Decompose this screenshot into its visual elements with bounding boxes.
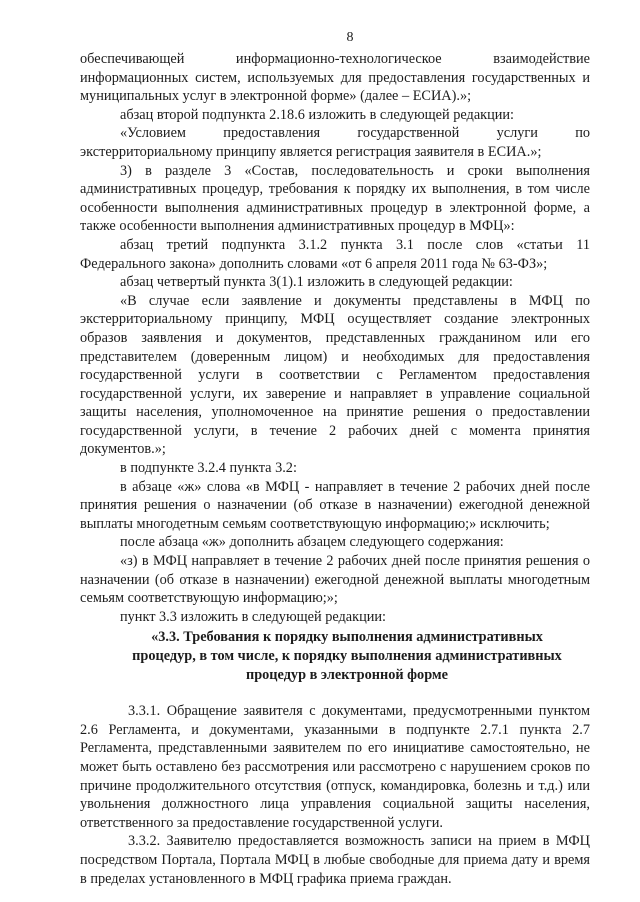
paragraph: 3.3.2. Заявителю предоставляется возможность записи на прием в МФЦ посредством Портала, Портала МФЦ в любые свободные для приема дату и время в пределах установленного в МФЦ графика приема граждан. — [80, 833, 590, 887]
paragraph: обеспечивающей информационно-технологическое взаимодействие информационных систем, используемых для предоставления государственных и муниципальных услуг в электронной форме» (далее – ЕСИА).»; — [80, 51, 590, 105]
page-number: 8 — [346, 30, 354, 45]
paragraph: абзац четвертый пункта 3(1).1 изложить в следующей редакции: — [120, 274, 513, 291]
paragraph: в абзаце «ж» слова «в МФЦ - направляет в течение 2 рабочих дней после принятия решения о назначении (об отказе в назначении) ежегодной денежной выплаты многодетным семьям соответствующую информацию;» исключить; — [80, 478, 590, 532]
paragraph: абзац третий подпункта 3.1.2 пункта 3.1 после слов «статьи 11 Федерального закона» дополнить словами «от 6 апреля 2011 года № 63-ФЗ»; — [80, 236, 590, 272]
paragraph: в подпункте 3.2.4 пункта 3.2: — [120, 460, 297, 477]
paragraph: «Условием предоставления государственной услуги по экстерриториальному принципу является регистрация заявителя в ЕСИА.»; — [80, 125, 590, 160]
paragraph: 3.3.1. Обращение заявителя с документами, предусмотренными пунктом 2.6 Регламента, и документами, указанными в подпункте 2.7.1 пункта 2.7 Регламента, представленными заявителем по его инициативе самостоятельно, не может быть оставлено без рассмотрения или рассмотрено с нарушением сроков по причине продолжительного отсутствия (отпуск, командировка, болезнь и т.д.) или увольнения должностного лица управления социальной защиты населения, ответственного за предоставление государственной услуги. — [80, 703, 590, 831]
heading-line: «3.3. Требования к порядку выполнения административных — [151, 629, 543, 646]
paragraph: после абзаца «ж» дополнить абзацем следующего содержания: — [120, 534, 504, 551]
heading-line: процедур в электронной форме — [245, 666, 449, 683]
paragraph: «з) в МФЦ направляет в течение 2 рабочих дней после принятия решения о назначении (об отказе в назначении) ежегодной денежной выплаты многодетным семьям соответствующую информацию;»; — [80, 553, 590, 607]
paragraph: пункт 3.3 изложить в следующей редакции: — [120, 608, 387, 625]
heading-line: процедур, в том числе, к порядку выполнения административных — [132, 648, 562, 664]
document-body — [80, 50, 590, 888]
paragraph: 3) в разделе 3 «Состав, последовательность и сроки выполнения административных процедур, требования к порядку их выполнения, в том числе особенности выполнения административных процедур в электронной форме, а также особенности выполнения административных процедур в МФЦ»: — [80, 162, 590, 235]
section-heading — [80, 628, 590, 684]
paragraph: «В случае если заявление и документы представлены в МФЦ по экстерриториальному принципу, МФЦ осуществляет создание электронных образов заявления и документов, представленных гражданином или его представителем (доверенным лицом) и необходимых для предоставления государственной услуги в соответствии с Регламентом предоставления государственной услуги, их заверение и направляет в управление социальной защиты населения, уполномоченное на принятие решения о предоставлении государственной услуги, в течение 2 рабочих дней с момента принятия документов.»; — [80, 292, 590, 458]
paragraph: абзац второй подпункта 2.18.6 изложить в следующей редакции: — [120, 106, 515, 123]
